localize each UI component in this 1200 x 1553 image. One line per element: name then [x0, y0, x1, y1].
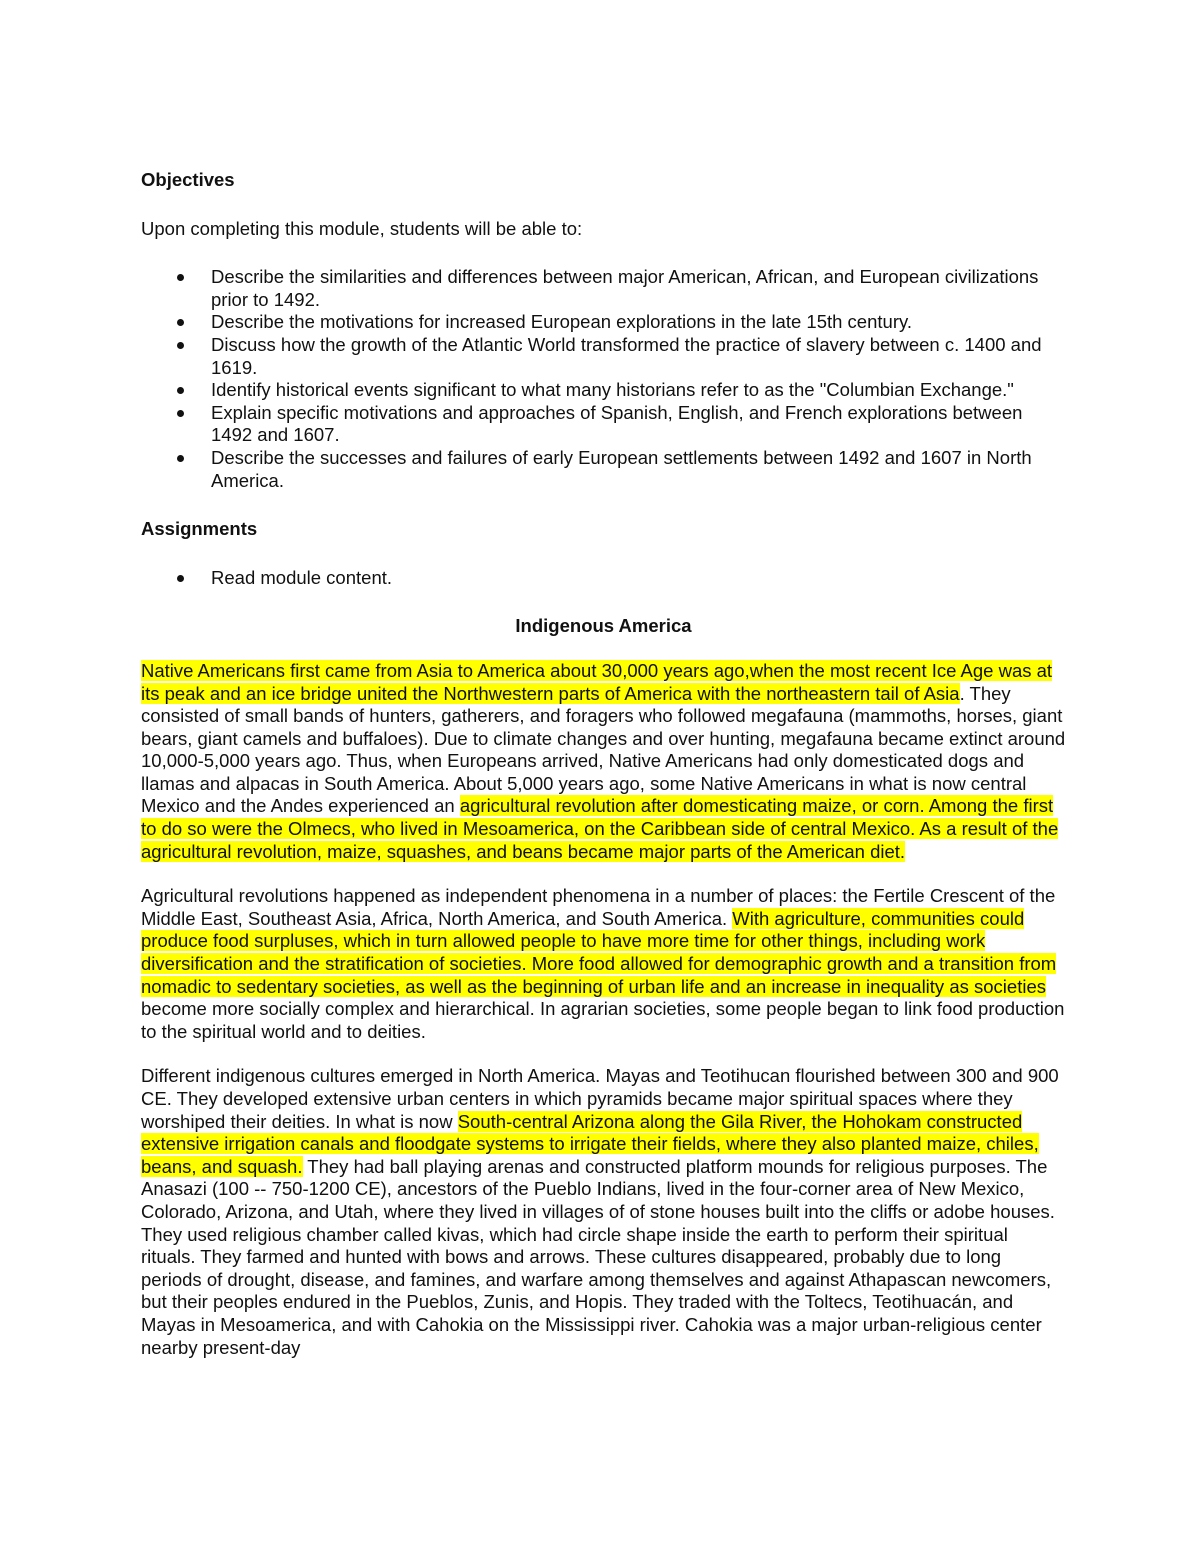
- list-item: [141, 402, 1066, 447]
- list-item-text: Describe the motivations for increased European explorations in the late 15th century.: [211, 311, 912, 333]
- body-paragraph: [141, 1065, 1066, 1359]
- paragraph-text: Different indigenous cultures emerged in North America. Mayas and Teotihucan flourished between 300 and 900 CE. They developed extensive urban centers in which pyramids became major spiritual spaces where they worshiped their deities. In what is now: [141, 1065, 1059, 1132]
- paragraph-text: . They consisted of small bands of hunters, gatherers, and foragers who followed megafauna (mammoths, horses, giant bears, giant camels and buffaloes). Due to climate changes and over hunting, megafauna became extinct around 10,000-5,000 years ago. Thus, when Europeans arrived, Native Americans had only domesticated dogs and llamas and alpacas in South America. About 5,000 years ago, some Native Americans in what is now central Mexico and the Andes experienced an: [141, 682, 1066, 817]
- section-body: [141, 660, 1066, 1359]
- assignments-list: [141, 567, 1066, 590]
- list-item: [141, 266, 1066, 311]
- assignments-heading: Assignments: [141, 518, 258, 540]
- bullet-icon: [177, 319, 184, 326]
- list-item-text: Describe the similarities and differences between major American, African, and European civilizations prior to 1492.: [211, 266, 1039, 310]
- bullet-icon: [177, 575, 184, 582]
- list-item: [141, 447, 1066, 492]
- list-item: [141, 334, 1066, 379]
- body-paragraph: [141, 885, 1066, 1043]
- list-item: [141, 311, 1066, 334]
- highlighted-text: Native Americans first came from Asia to America about 30,000 years ago,when the most recent Ice Age was at its peak and an ice bridge united the Northwestern parts of America with the northeastern tail of Asia: [141, 659, 1053, 704]
- list-item-text: Identify historical events significant to what many historians refer to as the "Columbian Exchange.": [211, 379, 1014, 401]
- highlighted-text: With agriculture, communities could produce food surpluses, which in turn allowed people to have more time for other things, including work diversification and the stratification of societies. More food allowed for demographic growth and a transition from nomadic to sedentary societies, as well as the beginning of urban life and an increase in inequality as societies: [141, 907, 1057, 997]
- list-item: [141, 567, 1066, 590]
- list-item-text: Explain specific motivations and approaches of Spanish, English, and French explorations between 1492 and 1607.: [211, 401, 1023, 446]
- objectives-list: [141, 266, 1066, 492]
- bullet-icon: [177, 274, 184, 281]
- objectives-heading: Objectives: [141, 169, 235, 190]
- bullet-icon: [177, 455, 184, 462]
- paragraph-text: Agricultural revolutions happened as independent phenomena in a number of places: the Fertile Crescent of the Middle East, Southeast Asia, Africa, North America, and South America.: [141, 885, 1056, 929]
- list-item-text: Discuss how the growth of the Atlantic World transformed the practice of slavery between c. 1400 and 1619.: [211, 333, 1042, 378]
- list-item-text: Read module content.: [211, 566, 393, 588]
- list-item: [141, 379, 1066, 402]
- bullet-icon: [177, 410, 184, 417]
- bullet-icon: [177, 387, 184, 394]
- body-paragraph: [141, 660, 1066, 863]
- highlighted-text: South-central Arizona along the Gila River, the Hohokam constructed extensive irrigation canals and floodgate systems to irrigate their fields, where they also planted maize, chiles, beans, and squash.: [141, 1110, 1039, 1177]
- list-item-text: Describe the successes and failures of early European settlements between 1492 and 1607 in North America.: [211, 446, 1032, 491]
- objectives-intro: Upon completing this module, students will be able to:: [141, 217, 583, 239]
- paragraph-text: They had ball playing arenas and constructed platform mounds for religious purposes. The Anasazi (100 -- 750-1200 CE), ancestors of the Pueblo Indians, lived in the four-corner area of New Mexico, Colorado, Arizona, and Utah, where they lived in villages of of stone houses built into the cliffs or adobe houses. They used religious chamber called kivas, which had circle shape inside the earth to perform their spiritual rituals. They farmed and hunted with bows and arrows. These cultures disappeared, probably due to long periods of drought, disease, and famines, and warfare among themselves and against Athapascan newcomers, but their peoples endured in the Pueblos, Zunis, and Hopis. They traded with the Toltecs, Teotihuacán, and Mayas in Mesoamerica, and with Cahokia on the Mississippi river. Cahokia was a major urban-religious center nearby present-day: [141, 1155, 1055, 1358]
- bullet-icon: [177, 342, 184, 349]
- paragraph-text: become more socially complex and hierarchical. In agrarian societies, some people began to link food production to the spiritual world and to deities.: [141, 998, 1065, 1042]
- document-page: [141, 169, 1066, 1381]
- section-heading: Indigenous America: [515, 615, 692, 637]
- highlighted-text: agricultural revolution after domesticating maize, or corn. Among the first to do so were the Olmecs, who lived in Mesoamerica, on the Caribbean side of central Mexico. As a result of the agricultural revolution, maize, squashes, and beans became major parts of the American diet.: [141, 795, 1059, 862]
